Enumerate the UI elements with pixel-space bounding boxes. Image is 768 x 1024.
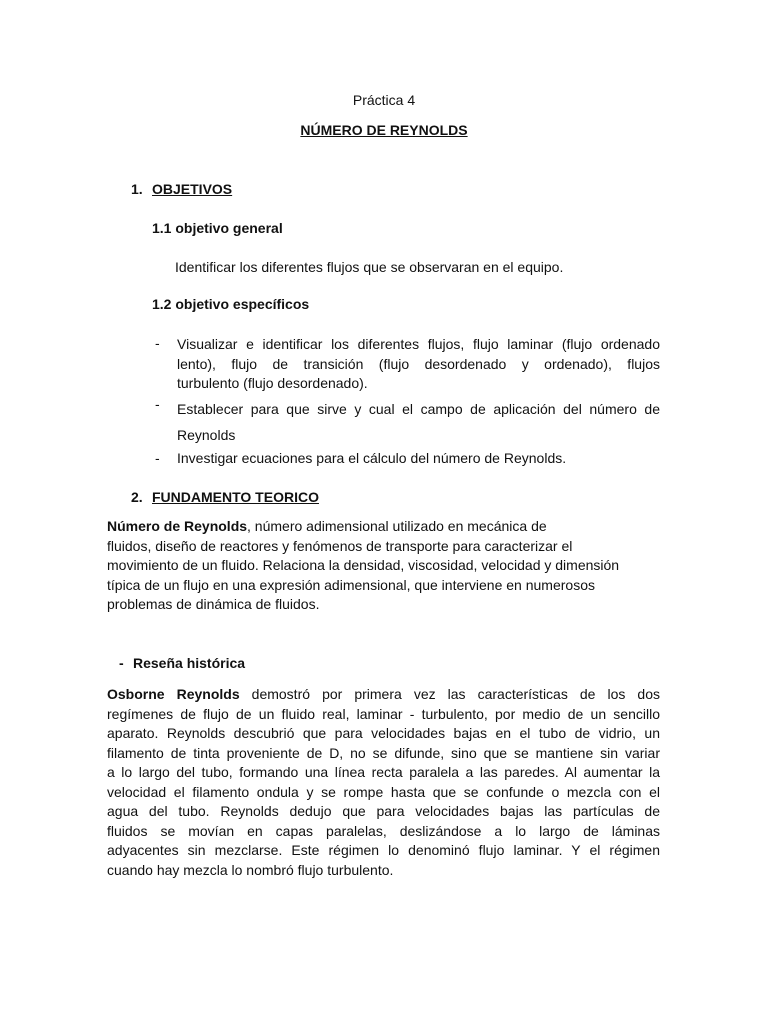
paragraph-line: regímenes de flujo de un fluido real, laminar - turbulento, por medio de un sencillo: [107, 705, 660, 722]
bullet-marker: -: [155, 335, 160, 351]
general-objective-text: Identificar los diferentes flujos que se observaran en el equipo.: [175, 259, 564, 275]
history-heading: Reseña histórica: [133, 655, 246, 671]
paragraph-line: demostró por primera vez las características de los dos: [239, 686, 661, 702]
section-1-number: 1.: [131, 181, 143, 197]
bullet-line: Investigar ecuaciones para el cálculo del número de Reynolds.: [177, 450, 567, 466]
bullet-marker: -: [155, 450, 160, 466]
bullet-item: [177, 396, 660, 448]
paragraph-line: a lo largo del tubo, formando una línea recta paralela a las paredes. Al aumentar la: [107, 764, 660, 780]
section-2-number: 2.: [131, 489, 143, 505]
paragraph-line: fluidos, diseño de reactores y fenómenos de transporte para caracterizar el: [107, 537, 573, 554]
history-marker: -: [119, 655, 124, 671]
paragraph-line: filamento de tinta proveniente de D, no se difunde, sino que se mantiene sin variar: [107, 744, 660, 761]
paragraph-line: típica de un flujo en una expresión adimensional, que interviene en numerosos: [107, 576, 595, 593]
bullet-line: lento), flujo de transición (flujo desordenado y ordenado), flujos: [177, 355, 660, 372]
general-objective-heading: 1.1 objetivo general: [152, 220, 283, 236]
osborne-reynolds-name: Osborne Reynolds: [107, 686, 240, 702]
reynolds-term: Número de Reynolds: [107, 518, 248, 534]
section-1-heading: OBJETIVOS: [152, 181, 233, 197]
paragraph-line: , número adimensional utilizado en mecánica de: [247, 518, 547, 534]
section-2-heading: FUNDAMENTO TEORICO: [152, 489, 319, 505]
bullet-line: Visualizar e identificar los diferentes flujos, flujo laminar (flujo ordenado: [177, 336, 660, 352]
document-title: NÚMERO DE REYNOLDS: [300, 122, 468, 138]
bullet-marker: -: [155, 396, 160, 412]
history-paragraph: [107, 685, 660, 880]
bullet-line: Reynolds: [177, 427, 236, 443]
specific-objectives-heading: 1.2 objetivo específicos: [152, 296, 310, 312]
paragraph-line: adyacentes sin mezclarse. Este régimen lo denominó flujo laminar. Y el régimen: [107, 842, 660, 858]
paragraph-line: problemas de dinámica de fluidos.: [107, 596, 320, 612]
paragraph-line: fluidos se movían en capas paralelas, deslizándose a lo largo de láminas: [107, 822, 660, 839]
practice-label: Práctica 4: [352, 92, 416, 108]
reynolds-definition-paragraph: [107, 517, 660, 615]
paragraph-line: agua del tubo. Reynolds dedujo que para velocidades bajas las partículas de: [107, 803, 660, 819]
paragraph-line: velocidad el filamento ondula y se rompe hasta que se confunde o mezcla con el: [107, 783, 660, 800]
paragraph-line: cuando hay mezcla lo nombró flujo turbulento.: [107, 861, 394, 878]
paragraph-line: movimiento de un fluido. Relaciona la densidad, viscosidad, velocidad y dimensión: [107, 557, 620, 573]
paragraph-line: aparato. Reynolds descubrió que para velocidades bajas en el tubo de vidrio, un: [107, 725, 660, 741]
bullet-item: [177, 335, 660, 394]
bullet-line: Establecer para que sirve y cual el campo de aplicación del número de: [177, 401, 660, 417]
bullet-line: turbulento (flujo desordenado).: [177, 375, 368, 391]
